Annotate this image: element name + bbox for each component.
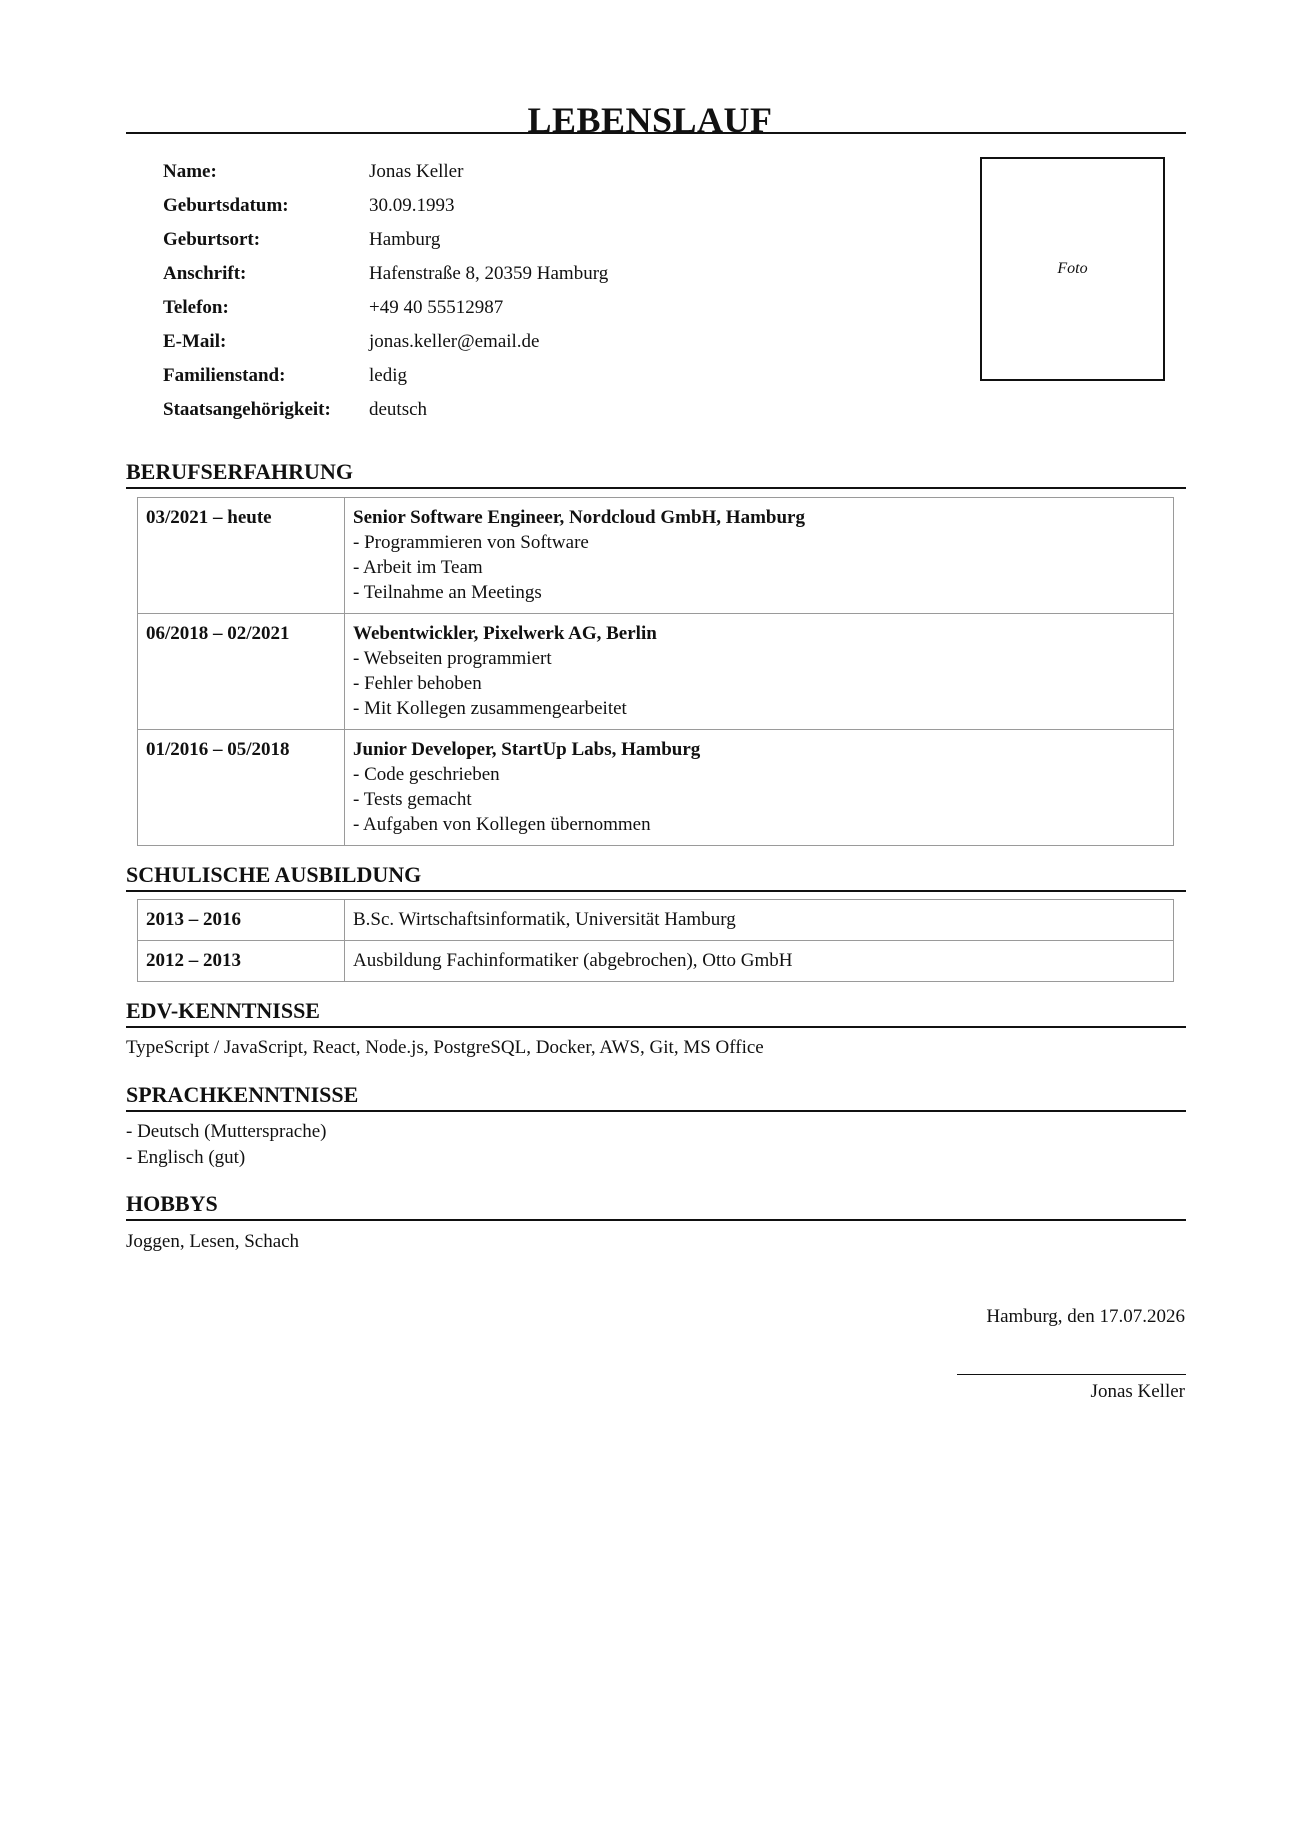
it-skills-text: TypeScript / JavaScript, React, Node.js, PostgreSQL, Docker, AWS, Git, MS Office: [126, 1037, 764, 1058]
experience-bullet: - Programmieren von Software: [353, 532, 589, 553]
language-item: - Englisch (gut): [126, 1147, 246, 1168]
education-table: [137, 899, 1174, 982]
experience-bullet: - Mit Kollegen zusammengearbeitet: [353, 698, 627, 719]
signature-line: [957, 1374, 1186, 1375]
personal-row-phone: [163, 297, 608, 331]
experience-table: [137, 497, 1174, 846]
personal-value: deutsch: [369, 399, 428, 420]
section-heading-education: SCHULISCHE AUSBILDUNG: [126, 862, 1186, 892]
education-period: 2012 – 2013: [138, 941, 345, 982]
signature-name: Jonas Keller: [1090, 1381, 1185, 1402]
experience-period: 01/2016 – 05/2018: [138, 730, 345, 846]
personal-value: +49 40 55512987: [369, 297, 504, 318]
education-period: 2013 – 2016: [138, 900, 345, 941]
personal-row-email: [163, 331, 608, 365]
personal-label: Name:: [163, 161, 217, 182]
section-heading-hobbies: HOBBYS: [126, 1191, 1186, 1221]
experience-bullet: - Tests gemacht: [353, 789, 472, 810]
experience-title: Senior Software Engineer, Nordcloud GmbH, Hamburg: [353, 507, 805, 528]
personal-value: Hafenstraße 8, 20359 Hamburg: [369, 263, 609, 284]
education-text: B.Sc. Wirtschaftsinformatik, Universität Hamburg: [345, 900, 1174, 941]
table-row: [138, 614, 1174, 730]
photo-placeholder: [980, 157, 1165, 381]
personal-label: Geburtsdatum:: [163, 195, 289, 216]
personal-row-birthdate: [163, 195, 608, 229]
personal-data: [163, 161, 608, 433]
personal-row-marital-status: [163, 365, 608, 399]
experience-period: 06/2018 – 02/2021: [138, 614, 345, 730]
section-heading-languages: SPRACHKENNTNISSE: [126, 1082, 1186, 1112]
language-item: - Deutsch (Muttersprache): [126, 1121, 327, 1142]
experience-details: [345, 498, 1174, 614]
personal-label: Geburtsort:: [163, 229, 261, 250]
table-row: [138, 498, 1174, 614]
education-text: Ausbildung Fachinformatiker (abgebrochen), Otto GmbH: [345, 941, 1174, 982]
table-row: [138, 941, 1174, 982]
personal-value: Jonas Keller: [369, 161, 464, 182]
section-heading-experience: BERUFSERFAHRUNG: [126, 459, 1186, 489]
experience-period: 03/2021 – heute: [138, 498, 345, 614]
title-rule: [126, 132, 1186, 134]
personal-row-address: [163, 263, 608, 297]
personal-label: E-Mail:: [163, 331, 227, 352]
hobbies-text: Joggen, Lesen, Schach: [126, 1231, 300, 1252]
personal-row-nationality: [163, 399, 608, 433]
personal-label: Anschrift:: [163, 263, 247, 284]
experience-bullet: - Webseiten programmiert: [353, 648, 552, 669]
personal-value: 30.09.1993: [369, 195, 455, 216]
place-date: Hamburg, den 17.07.2026: [986, 1306, 1185, 1327]
table-row: [138, 900, 1174, 941]
experience-bullet: - Code geschrieben: [353, 764, 500, 785]
personal-label: Telefon:: [163, 297, 229, 318]
section-heading-it-skills: EDV-KENNTNISSE: [126, 998, 1186, 1028]
experience-bullet: - Teilnahme an Meetings: [353, 582, 542, 603]
personal-value: jonas.keller@email.de: [369, 331, 540, 352]
experience-bullet: - Aufgaben von Kollegen übernommen: [353, 814, 651, 835]
table-row: [138, 730, 1174, 846]
personal-label: Familienstand:: [163, 365, 286, 386]
personal-row-name: [163, 161, 608, 195]
photo-label: Foto: [1057, 260, 1088, 277]
experience-details: [345, 614, 1174, 730]
personal-row-birthplace: [163, 229, 608, 263]
personal-value: Hamburg: [369, 229, 441, 250]
experience-bullet: - Fehler behoben: [353, 673, 482, 694]
personal-label: Staatsangehörigkeit:: [163, 399, 331, 420]
experience-title: Junior Developer, StartUp Labs, Hamburg: [353, 739, 701, 760]
experience-details: [345, 730, 1174, 846]
personal-value: ledig: [369, 365, 407, 386]
experience-title: Webentwickler, Pixelwerk AG, Berlin: [353, 623, 657, 644]
experience-bullet: - Arbeit im Team: [353, 557, 483, 578]
document-title: LEBENSLAUF: [527, 100, 773, 140]
